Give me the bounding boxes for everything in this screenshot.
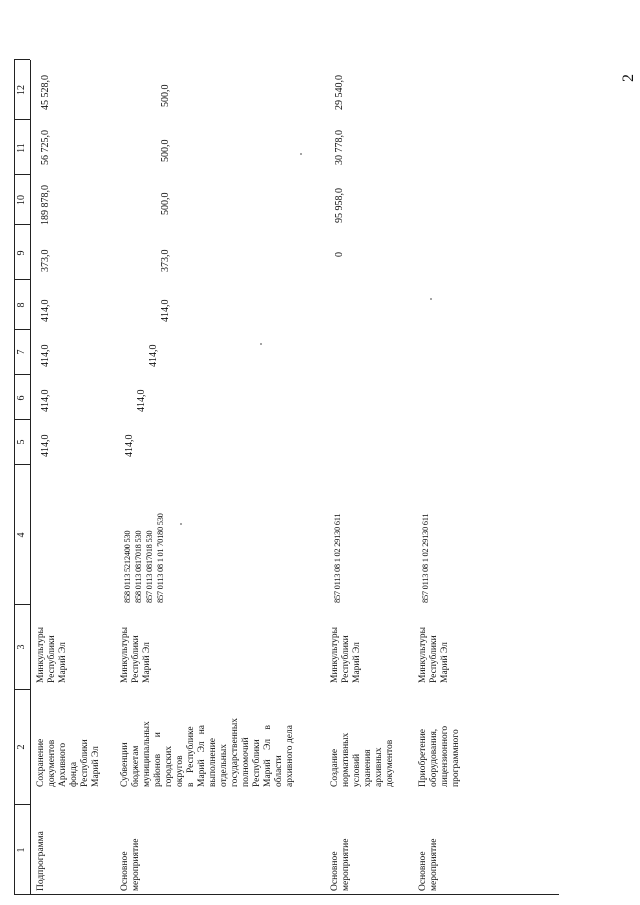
row-executor: Минкультуры Республики Марий Эл (418, 626, 450, 683)
col-divider (14, 464, 30, 465)
scan-speck (300, 153, 302, 155)
col-divider (14, 224, 30, 225)
row-value: 56 725,0 (40, 130, 51, 165)
row-title: Субвенции бюджетам муниципальных районов и городских округов в Республике Марий Эл на выполнение отдельных государственных полномочий Республики Марий Эл в области архивного дела (120, 717, 295, 787)
row-value: 414,0 (160, 299, 171, 322)
row-value: 500,0 (160, 84, 171, 107)
column-header: 11 (16, 143, 27, 153)
scan-speck (180, 523, 182, 525)
col-divider (14, 689, 30, 690)
col-divider (14, 174, 30, 175)
col-divider (14, 59, 30, 60)
col-divider (14, 119, 30, 120)
row-executor: Минкультуры Республики Марий Эл (330, 626, 362, 683)
row-type: Основное мероприятие (418, 838, 439, 891)
row-value: 414,0 (40, 389, 51, 412)
row-value: 29 540,0 (334, 75, 345, 110)
column-header: 1 (16, 847, 27, 853)
col-divider (14, 604, 30, 605)
row-budget-codes: 857 0113 08 1 02 29130 611 (332, 513, 342, 603)
row-value: 414,0 (40, 434, 51, 457)
column-header: 6 (16, 395, 27, 401)
col-divider (14, 804, 30, 805)
row-value: 30 778,0 (334, 130, 345, 165)
row-value: 373,0 (40, 249, 51, 272)
row-value: 373,0 (160, 249, 171, 272)
col-divider (14, 894, 559, 895)
column-header: 2 (16, 744, 27, 750)
row-value: 500,0 (160, 139, 171, 162)
scan-speck (430, 298, 432, 300)
page-number: 2 (620, 74, 637, 82)
column-header: 12 (16, 85, 27, 95)
row-value: 45 528,0 (40, 75, 51, 110)
row-value: 500,0 (160, 192, 171, 215)
row-value: 95 958,0 (334, 188, 345, 223)
row-type: Основное мероприятие (330, 838, 351, 891)
column-header: 10 (16, 195, 27, 205)
row-value: 414,0 (136, 389, 147, 412)
column-header: 8 (16, 302, 27, 308)
row-executor: Минкультуры Республики Марий Эл (120, 626, 152, 683)
column-header: 9 (16, 250, 27, 256)
row-type: Подпрограмма (36, 831, 46, 891)
row-value: 414,0 (40, 299, 51, 322)
table-top-border (14, 60, 15, 895)
col-divider (14, 329, 30, 330)
col-divider (14, 374, 30, 375)
column-header: 3 (16, 644, 27, 650)
column-header: 4 (16, 532, 27, 538)
header-bottom-border (30, 60, 31, 895)
row-value: 414,0 (148, 344, 159, 367)
row-title: Создание нормативных условий хранения архивных документов (330, 732, 395, 787)
row-value: 414,0 (40, 344, 51, 367)
row-value: 0 (334, 252, 345, 257)
row-title: Сохранение документов Архивного фонда Республики Марий Эл (36, 738, 101, 787)
row-value: 414,0 (124, 434, 135, 457)
col-divider (14, 279, 30, 280)
row-type: Основное мероприятие (120, 838, 141, 891)
row-budget-codes: 857 0113 08 1 02 29130 611 (420, 513, 430, 603)
row-budget-codes: 858 0113 5212400 530 858 0113 0817018 530 857 0113 0817018 530 857 0113 08 1 01 70180 530 (122, 513, 165, 603)
row-executor: Минкультуры Республики Марий Эл (36, 626, 68, 683)
row-title: Приобретение оборудования, лицензионного программного (418, 725, 461, 787)
column-header: 7 (16, 349, 27, 355)
column-header: 5 (16, 439, 27, 445)
scan-speck (260, 343, 262, 345)
row-value: 189 878,0 (40, 185, 51, 225)
col-divider (14, 419, 30, 420)
